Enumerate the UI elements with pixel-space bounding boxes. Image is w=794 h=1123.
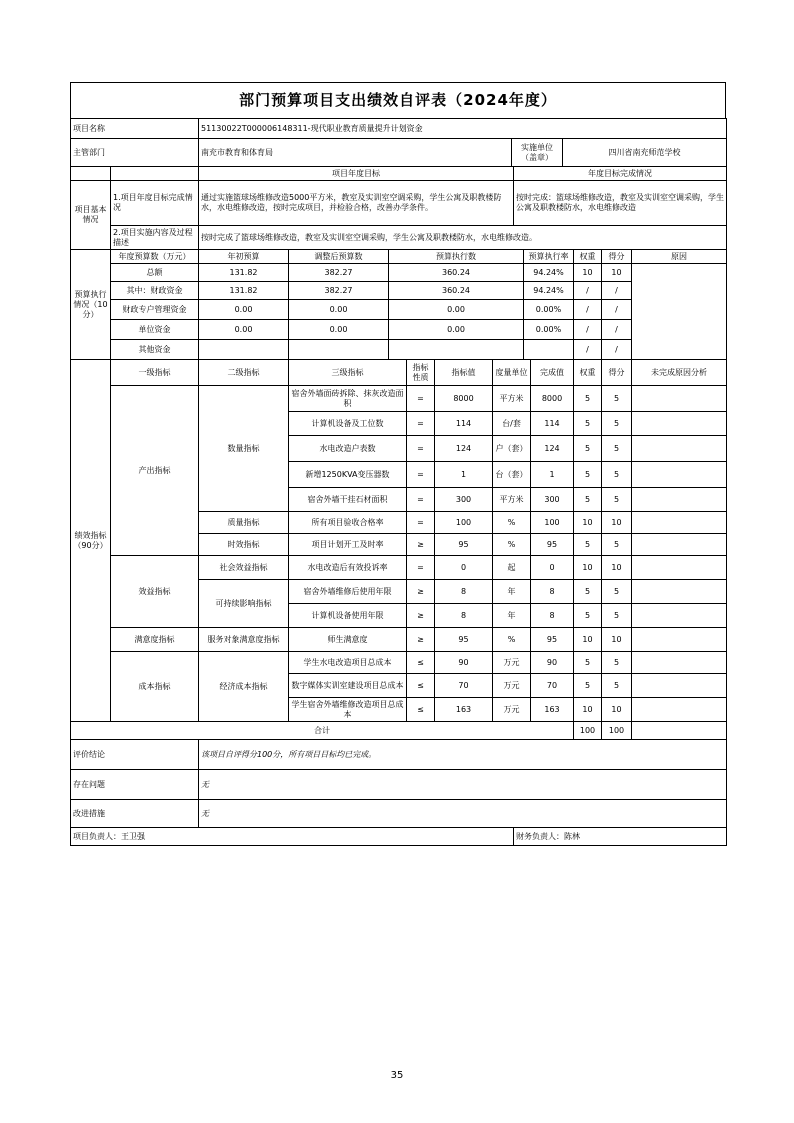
indicator-weight: 10 [574, 628, 602, 652]
budget-adjusted [289, 340, 389, 360]
indicator-weight: 5 [574, 462, 602, 488]
indicator-weight: 5 [574, 604, 602, 628]
indicator-weight: 5 [574, 534, 602, 556]
indicator-level1: 成本指标 [111, 652, 199, 722]
budget-header-weight: 权重 [574, 250, 602, 264]
title-table [70, 82, 726, 119]
indicator-unit: 年 [493, 604, 531, 628]
indicator-nature: ≤ [407, 698, 435, 722]
budget-header-adjusted: 调整后预算数 [289, 250, 389, 264]
indicator-target: 163 [435, 698, 493, 722]
total-reason [632, 722, 727, 740]
budget-row-label: 单位资金 [111, 320, 199, 340]
indicator-weight: 5 [574, 674, 602, 698]
indicators-section-label: 绩效指标（90分） [71, 360, 111, 722]
budget-executed: 360.24 [389, 264, 524, 282]
indicator-reason [632, 628, 727, 652]
budget-executed [389, 340, 524, 360]
indicator-nature: = [407, 412, 435, 436]
budget-row-total [71, 264, 727, 282]
indicator-header-level2: 二级指标 [199, 360, 289, 386]
indicator-actual: 8000 [531, 386, 574, 412]
basic-info-row1-completion: 按时完成：篮球场维修改造，教室及实训室空调采购，学生公寓及职教楼防水，水电维修改造 [514, 181, 727, 226]
goal-completion-header: 年度目标完成情况 [514, 167, 727, 181]
budget-initial [199, 340, 289, 360]
budget-rate: 0.00% [524, 320, 574, 340]
indicator-reason [632, 652, 727, 674]
indicator-unit: 万元 [493, 652, 531, 674]
indicator-target: 124 [435, 436, 493, 462]
conclusion-label: 评价结论 [71, 740, 199, 770]
indicator-name: 师生满意度 [289, 628, 407, 652]
indicator-score: 5 [602, 412, 632, 436]
indicator-unit: 年 [493, 580, 531, 604]
budget-row-label: 总额 [111, 264, 199, 282]
budget-executed: 360.24 [389, 282, 524, 300]
indicator-actual: 8 [531, 580, 574, 604]
basic-info-section-label: 项目基本情况 [71, 181, 111, 250]
implementing-unit-label: 实施单位（盖章） [512, 139, 563, 167]
annual-goal-header: 项目年度目标 [199, 167, 514, 181]
indicator-score: 10 [602, 628, 632, 652]
budget-weight: / [574, 282, 602, 300]
indicator-unit: 户（套） [493, 436, 531, 462]
indicator-name: 学生宿舍外墙维修改造项目总成本 [289, 698, 407, 722]
project-name-value: 51130022T000006148311-现代职业教育质量提升计划资金 [199, 119, 727, 139]
indicator-header-level3: 三级指标 [289, 360, 407, 386]
indicator-actual: 124 [531, 436, 574, 462]
indicator-unit: 平方米 [493, 488, 531, 512]
indicator-score: 5 [602, 436, 632, 462]
indicator-target: 95 [435, 534, 493, 556]
budget-reason [632, 264, 727, 360]
indicator-name: 计算机设备使用年限 [289, 604, 407, 628]
budget-adjusted: 0.00 [289, 320, 389, 340]
indicator-unit: % [493, 512, 531, 534]
indicator-level2: 服务对象满意度指标 [199, 628, 289, 652]
indicator-nature: ≥ [407, 534, 435, 556]
indicator-target: 90 [435, 652, 493, 674]
indicator-target: 8000 [435, 386, 493, 412]
indicator-actual: 100 [531, 512, 574, 534]
indicator-nature: = [407, 386, 435, 412]
budget-executed: 0.00 [389, 300, 524, 320]
indicator-reason [632, 462, 727, 488]
indicator-weight: 5 [574, 652, 602, 674]
indicator-name: 宿舍外墙维修后使用年限 [289, 580, 407, 604]
indicator-name: 宿舍外墙面砖拆除、抹灰改造面积 [289, 386, 407, 412]
budget-score: / [602, 340, 632, 360]
department-label: 主管部门 [71, 139, 199, 167]
form-title: 部门预算项目支出绩效自评表（2024年度） [71, 83, 726, 119]
self-evaluation-form [70, 82, 726, 846]
project-manager: 项目负责人：王卫强 [71, 828, 514, 846]
indicator-level2: 数量指标 [199, 386, 289, 512]
budget-header-initial: 年初预算 [199, 250, 289, 264]
indicator-score: 5 [602, 534, 632, 556]
indicator-actual: 70 [531, 674, 574, 698]
project-name-label: 项目名称 [71, 119, 199, 139]
indicator-total-row [71, 722, 727, 740]
budget-initial: 131.82 [199, 264, 289, 282]
indicator-header-weight: 权重 [574, 360, 602, 386]
budget-adjusted: 0.00 [289, 300, 389, 320]
basic-info-spacer-1 [71, 167, 111, 181]
indicator-weight: 5 [574, 386, 602, 412]
budget-row-label: 其他资金 [111, 340, 199, 360]
indicator-score: 10 [602, 556, 632, 580]
problems-label: 存在问题 [71, 770, 199, 800]
indicator-reason [632, 512, 727, 534]
indicator-target: 114 [435, 412, 493, 436]
indicator-header-reason: 未完成原因分析 [632, 360, 727, 386]
indicators-table [70, 359, 727, 740]
implementing-unit-value: 四川省南充师范学校 [563, 139, 727, 167]
problems-text: 无 [199, 770, 727, 800]
indicator-score: 5 [602, 462, 632, 488]
budget-executed: 0.00 [389, 320, 524, 340]
indicator-level1: 满意度指标 [111, 628, 199, 652]
indicator-reason [632, 580, 727, 604]
budget-adjusted: 382.27 [289, 264, 389, 282]
budget-row-label: 财政专户管理资金 [111, 300, 199, 320]
indicator-row [71, 386, 727, 412]
header-table [70, 118, 727, 167]
indicator-target: 8 [435, 580, 493, 604]
indicator-reason [632, 698, 727, 722]
budget-header-executed: 预算执行数 [389, 250, 524, 264]
indicator-level2: 时效指标 [199, 534, 289, 556]
budget-score: 10 [602, 264, 632, 282]
indicator-name: 项目计划开工及时率 [289, 534, 407, 556]
indicator-weight: 5 [574, 580, 602, 604]
budget-weight: / [574, 300, 602, 320]
indicator-nature: = [407, 556, 435, 580]
indicator-unit: % [493, 628, 531, 652]
indicator-name: 计算机设备及工位数 [289, 412, 407, 436]
indicator-score: 5 [602, 488, 632, 512]
indicator-name: 水电改造后有效投诉率 [289, 556, 407, 580]
indicator-level2: 质量指标 [199, 512, 289, 534]
indicator-unit: 起 [493, 556, 531, 580]
indicator-actual: 95 [531, 628, 574, 652]
improvements-text: 无 [199, 800, 727, 828]
indicator-level1: 效益指标 [111, 556, 199, 628]
budget-row-fiscal [71, 282, 727, 300]
indicator-nature: ≤ [407, 674, 435, 698]
indicator-target: 0 [435, 556, 493, 580]
budget-initial: 131.82 [199, 282, 289, 300]
indicator-target: 300 [435, 488, 493, 512]
indicator-header-score: 得分 [602, 360, 632, 386]
indicator-name: 所有项目验收合格率 [289, 512, 407, 534]
indicator-unit: 万元 [493, 698, 531, 722]
indicator-reason [632, 488, 727, 512]
indicator-row [71, 628, 727, 652]
indicator-reason [632, 436, 727, 462]
indicator-reason [632, 386, 727, 412]
indicator-name: 数字媒体实训室建设项目总成本 [289, 674, 407, 698]
basic-info-spacer-2 [111, 167, 199, 181]
department-value: 南充市教育和体育局 [199, 139, 512, 167]
indicator-score: 5 [602, 674, 632, 698]
indicator-header-actual: 完成值 [531, 360, 574, 386]
indicator-nature: ≥ [407, 628, 435, 652]
indicator-score: 5 [602, 604, 632, 628]
indicator-nature: = [407, 488, 435, 512]
indicator-unit: 台/套 [493, 412, 531, 436]
improvements-label: 改进措施 [71, 800, 199, 828]
budget-weight: / [574, 320, 602, 340]
total-weight: 100 [574, 722, 602, 740]
budget-row-special-account [71, 300, 727, 320]
indicator-reason [632, 556, 727, 580]
budget-score: / [602, 320, 632, 340]
indicator-nature: ≥ [407, 580, 435, 604]
indicator-target: 70 [435, 674, 493, 698]
indicator-actual: 95 [531, 534, 574, 556]
indicator-level2: 社会效益指标 [199, 556, 289, 580]
basic-info-row1-goal: 通过实施篮球场维修改造5000平方米，教室及实训室空调采购，学生公寓及职教楼防水，水电维修改造，按时完成项目，并检验合格，改善办学条件。 [199, 181, 514, 226]
indicator-level2: 可持续影响指标 [199, 580, 289, 628]
budget-adjusted: 382.27 [289, 282, 389, 300]
budget-header-annual: 年度预算数（万元） [111, 250, 199, 264]
indicator-actual: 300 [531, 488, 574, 512]
page-number: 35 [390, 1070, 404, 1081]
indicator-actual: 1 [531, 462, 574, 488]
budget-initial: 0.00 [199, 300, 289, 320]
basic-info-row2-text: 按时完成了篮球场维修改造，教室及实训室空调采购，学生公寓及职教楼防水，水电维修改造。 [199, 226, 727, 250]
indicator-nature: = [407, 462, 435, 488]
footer-table [70, 739, 727, 828]
indicator-weight: 5 [574, 412, 602, 436]
indicator-target: 8 [435, 604, 493, 628]
indicator-score: 5 [602, 580, 632, 604]
indicator-score: 5 [602, 652, 632, 674]
indicator-unit: 台（套） [493, 462, 531, 488]
budget-score: / [602, 282, 632, 300]
indicator-actual: 114 [531, 412, 574, 436]
finance-manager: 财务负责人：陈林 [514, 828, 727, 846]
indicator-reason [632, 674, 727, 698]
indicator-unit: 平方米 [493, 386, 531, 412]
budget-rate: 0.00% [524, 300, 574, 320]
basic-info-table [70, 166, 727, 250]
indicator-unit: 万元 [493, 674, 531, 698]
budget-header-reason: 原因 [632, 250, 727, 264]
indicator-row [71, 652, 727, 674]
indicator-actual: 163 [531, 698, 574, 722]
total-label: 合计 [71, 722, 574, 740]
indicator-weight: 10 [574, 556, 602, 580]
indicator-unit: % [493, 534, 531, 556]
indicator-target: 1 [435, 462, 493, 488]
indicator-name: 水电改造户表数 [289, 436, 407, 462]
signature-table [70, 827, 727, 846]
indicator-score: 5 [602, 386, 632, 412]
indicator-nature: = [407, 436, 435, 462]
budget-row-other-funds [71, 340, 727, 360]
basic-info-row1-label: 1.项目年度目标完成情况 [111, 181, 199, 226]
indicator-header-target: 指标值 [435, 360, 493, 386]
indicator-nature: = [407, 512, 435, 534]
conclusion-text: 该项目自评得分100分，所有项目目标均已完成。 [199, 740, 727, 770]
indicator-actual: 90 [531, 652, 574, 674]
budget-row-label: 其中：财政资金 [111, 282, 199, 300]
indicator-nature: ≤ [407, 652, 435, 674]
indicator-weight: 5 [574, 488, 602, 512]
indicator-level2: 经济成本指标 [199, 652, 289, 722]
indicator-header-nature: 指标性质 [407, 360, 435, 386]
indicator-actual: 0 [531, 556, 574, 580]
indicator-name: 宿舍外墙干挂石材面积 [289, 488, 407, 512]
indicator-reason [632, 604, 727, 628]
indicator-actual: 8 [531, 604, 574, 628]
budget-weight: 10 [574, 264, 602, 282]
indicator-reason [632, 412, 727, 436]
indicator-nature: ≥ [407, 604, 435, 628]
basic-info-row2-label: 2.项目实施内容及过程描述 [111, 226, 199, 250]
budget-rate: 94.24% [524, 282, 574, 300]
budget-initial: 0.00 [199, 320, 289, 340]
indicator-header-unit: 度量单位 [493, 360, 531, 386]
budget-header-score: 得分 [602, 250, 632, 264]
indicator-row [71, 556, 727, 580]
budget-rate: 94.24% [524, 264, 574, 282]
indicator-name: 学生水电改造项目总成本 [289, 652, 407, 674]
budget-weight: / [574, 340, 602, 360]
indicator-level1: 产出指标 [111, 386, 199, 556]
indicator-weight: 10 [574, 512, 602, 534]
indicator-weight: 10 [574, 698, 602, 722]
indicator-score: 10 [602, 698, 632, 722]
indicator-reason [632, 534, 727, 556]
budget-header-rate: 预算执行率 [524, 250, 574, 264]
indicator-score: 10 [602, 512, 632, 534]
indicator-header-level1: 一级指标 [111, 360, 199, 386]
budget-score: / [602, 300, 632, 320]
budget-rate [524, 340, 574, 360]
total-score: 100 [602, 722, 632, 740]
indicator-target: 95 [435, 628, 493, 652]
indicator-name: 新增1250KVA变压器数 [289, 462, 407, 488]
budget-section-label: 预算执行情况（10分） [71, 250, 111, 360]
indicator-target: 100 [435, 512, 493, 534]
budget-row-unit-funds [71, 320, 727, 340]
budget-table [70, 249, 727, 360]
indicator-weight: 5 [574, 436, 602, 462]
